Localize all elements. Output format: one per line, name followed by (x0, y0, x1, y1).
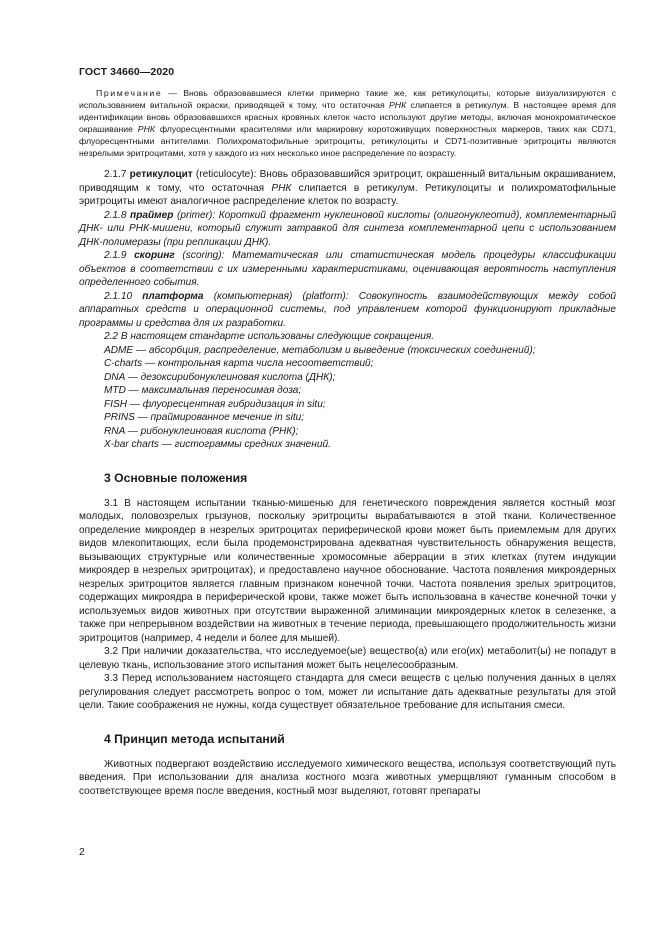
section-4-body (79, 758, 616, 799)
definitions-block (79, 168, 616, 452)
term-primer: праймер (130, 209, 174, 221)
definition-2-1-10: 2.1.10 платформа (компьютерная) (platform): Совокупность взаимодействующих между собой аппаратных средств и операционной системы, под управлением которой функционируют прикладные программы и средства для их разработки. (79, 290, 617, 329)
note-label: Примечание (96, 88, 163, 98)
abbreviation-item: DNA — дезоксирибонуклеиновая кислота (ДНК); (104, 371, 336, 383)
abbreviation-item: C-charts — контрольная карта числа несоответствий; (104, 358, 374, 369)
term-reticulocyte: ретикулоцит (129, 169, 193, 180)
page-number: 2 (79, 846, 85, 858)
abbreviation-item: MTD — максимальная переносимая доза; (104, 385, 302, 396)
abbreviation-item: ADME — абсорбция, распределение, метаболизм и выведение (токсических соединений); (104, 344, 536, 356)
definition-2-1-8: 2.1.8 праймер (primer): Короткий фрагмент нуклеиновой кислоты (олигонуклеотид), комплементарный ДНК- или РНК-мишени, который служит затравкой для синтеза комплементарной цепи с использованием ДНК-полимеразы (при репликации ДНК). (79, 209, 616, 248)
section-3-heading: 3 Основные положения (104, 470, 248, 485)
document-code: ГОСТ 34660—2020 (79, 66, 175, 78)
abbreviation-item: X-bar charts — гистограммы средних значений. (104, 439, 331, 450)
abbreviation-item: PRINS — праймированное мечение in situ; (104, 412, 305, 423)
section-3-body (79, 497, 616, 713)
note-block (79, 87, 616, 159)
paragraph-3-1: 3.1 В настоящем испытании тканью-мишенью для генетического повреждения является костный мозг молодых, половозрелых грызунов, поскольку эритроциты вырабатываются в этой ткани. Количественное определение микроядер в незрелых эритроцитах периферической крови может быть приемлемым для других видов млекопитающих, если была продемонстрирована адекватная чувствительность обнаружения веществ, вызывающих структурные или количественные хромосомные аберрации в этих клетках (путем индукции микроядер в незрелых эритроцитах), и предоставлено научное обоснование. Частота появления микроядерных незрелых эритроцитов является главным признаком конечной точки. Частота появления зрелых эритроцитов, содержащих микроядра в периферической крови, также может быть использована в качестве конечной точки у используемых видов животных при отсутствии выраженной элиминации микроядерных клеток в селезенке, а также при непрерывном воздействии на животных в течение периода, превышающего продолжительность жизни эритроцитов (например, 4 недели и более для мышей). (79, 497, 616, 644)
term-scoring: скоринг (134, 250, 175, 261)
abbreviation-item: FISH — флуоресцентная гибридизация in situ; (104, 398, 326, 410)
paragraph-3-2: 3.2 При наличии доказательства, что исследуемое(ые) вещество(а) или его(их) метаболит(ы) не попадут в целевую ткань, использование этого испытания может быть нецелесообразным. (79, 646, 616, 671)
paragraph-3-3: 3.3 Перед использованием настоящего стандарта для смеси веществ с целью получения данных в целях регулирования следует рассмотреть вопрос о том, может ли испытание дать адекватные результаты для этой цели. Такие соображения не нужны, когда существует обязательное требование для испытания смеси. (79, 673, 616, 711)
section-4-heading: 4 Принцип метода испытаний (104, 731, 285, 746)
abbreviation-item: RNA — рибонуклеиновая кислота (РНК); (104, 425, 299, 437)
note-paragraph: Примечание — Вновь образовавшиеся клетки примерно такие же, как ретикулоциты, которые визуализируются с использованием витальной окраски, приводящей к тому, что остаточная РНК слипается в ретикулум. В настоящее время для идентификации вновь образовавшихся красных кровяных клеток часто используют другие методы, включая монохроматическое окрашивание РНК флуоресцентными красителями или маркировку коротоживущих поверхностных маркеров, таких как CD71, флуоресцентными антителами. Полихроматофильные эритроциты, ретикулоциты и CD71-позитивные эритроциты являются незрелыми эритроцитами, хотя у каждого из них несколько иное распределение по возрасту. (79, 88, 616, 158)
abbreviations-intro: 2.2 В настоящем стандарте использованы следующие сокращения. (104, 331, 435, 342)
page-content (79, 84, 616, 798)
paragraph-4-1: Животных подвергают воздействию исследуемого химического вещества, используя соответствующий путь введения. При использовании для анализа костного мозга животных умерщвляют гуманным способом в соответствующее время после введения, костный мозг выделяют, готовят препараты (79, 758, 616, 797)
term-platform: платформа (142, 290, 204, 302)
definition-2-1-7: 2.1.7 ретикулоцит (reticulocyte): Вновь образовавшийся эритроцит, окрашенный витальным окрашиванием, приводящим к тому, что остаточная РНК слипается в ретикулум. Ретикулоциты и полихроматофильные эритроциты имеют аналогичное распределение клеток по возрасту. (79, 169, 616, 207)
definition-2-1-9: 2.1.9 скоринг (scoring): Математическая или статистическая модель процедуры классификации объектов в соответствии с их измеренными характеристиками, оценивающая вероятность наступления определенного события. (79, 250, 616, 288)
